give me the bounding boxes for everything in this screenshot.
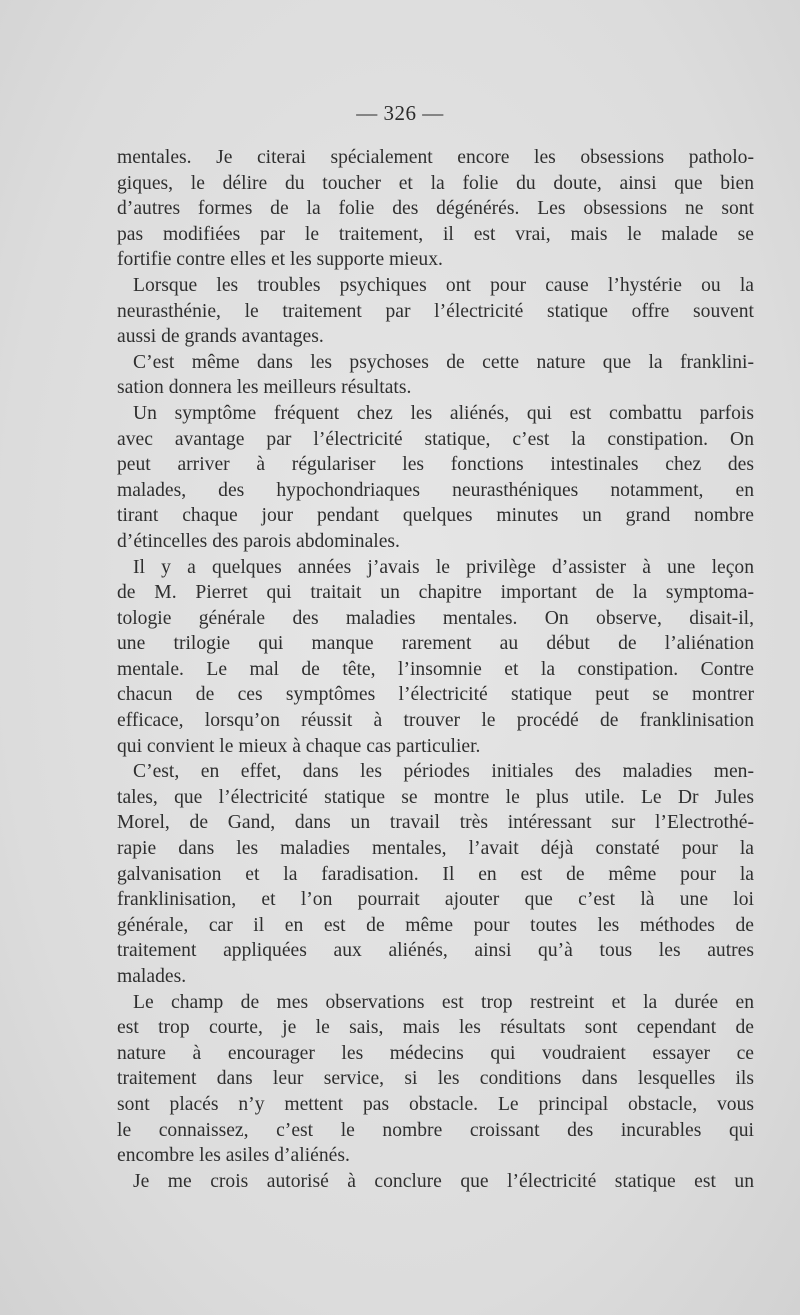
- text-line: d’étincelles des parois abdominales.: [117, 530, 400, 552]
- text-line: malades, des hypochondriaques neurasthéniques notamment, en: [117, 479, 754, 501]
- text-line: rapie dans les maladies mentales, l’avait déjà constaté pour la: [117, 838, 754, 860]
- text-line: Je me crois autorisé à conclure que l’électricité statique est un: [133, 1170, 754, 1192]
- text-line: d’autres formes de la folie des dégénérés. Les obsessions ne sont: [117, 198, 754, 220]
- text-line: est trop courte, je le sais, mais les résultats sont cependant de: [117, 1017, 754, 1039]
- text-line: C’est, en effet, dans les périodes initiales des maladies men-: [133, 761, 754, 783]
- text-line: tologie générale des maladies mentales. On observe, disait-il,: [117, 607, 754, 629]
- text-line: traitement dans leur service, si les conditions dans lesquelles ils: [117, 1068, 754, 1090]
- text-line: nature à encourager les médecins qui voudraient essayer ce: [117, 1042, 754, 1064]
- text-line: franklinisation, et l’on pourrait ajouter que c’est là une loi: [117, 889, 754, 911]
- text-line: le connaissez, c’est le nombre croissant des incurables qui: [117, 1119, 754, 1141]
- text-line: générale, car il en est de même pour toutes les méthodes de: [117, 914, 754, 936]
- text-line: giques, le délire du toucher et la folie du doute, ainsi que bien: [117, 172, 754, 194]
- text-line: traitement appliquées aux aliénés, ainsi qu’à tous les autres: [117, 940, 754, 962]
- text-line: sont placés n’y mettent pas obstacle. Le principal obstacle, vous: [117, 1093, 754, 1115]
- text-line: Lorsque les troubles psychiques ont pour cause l’hystérie ou la: [133, 274, 754, 296]
- text-line: de M. Pierret qui traitait un chapitre important de la symptoma-: [117, 582, 754, 604]
- text-line: Le champ de mes observations est trop restreint et la durée en: [133, 991, 754, 1013]
- page-number: — 326 —: [356, 101, 444, 125]
- text-line: chacun de ces symptômes l’électricité statique peut se montrer: [117, 684, 754, 706]
- text-line: C’est même dans les psychoses de cette nature que la franklini-: [133, 351, 754, 373]
- text-line: peut arriver à régulariser les fonctions intestinales chez des: [117, 454, 754, 476]
- text-line: mentales. Je citerai spécialement encore les obsessions patholo-: [117, 147, 754, 168]
- text-line: tales, que l’électricité statique se montre le plus utile. Le Dr Jules: [117, 786, 754, 808]
- text-line: neurasthénie, le traitement par l’électricité statique offre souvent: [117, 300, 754, 322]
- text-line: Il y a quelques années j’avais le privilège d’assister à une leçon: [133, 556, 754, 578]
- text-line: une trilogie qui manque rarement au début de l’aliénation: [117, 633, 754, 655]
- text-line: galvanisation et la faradisation. Il en est de même pour la: [117, 863, 754, 885]
- text-line: Morel, de Gand, dans un travail très intéressant sur l’Electrothé-: [117, 812, 754, 834]
- text-line: tirant chaque jour pendant quelques minutes un grand nombre: [117, 505, 754, 527]
- text-line: malades.: [117, 966, 187, 987]
- text-line: sation donnera les meilleurs résultats.: [117, 377, 412, 399]
- text-line: efficace, lorsqu’on réussit à trouver le procédé de franklinisation: [117, 710, 754, 732]
- text-line: mentale. Le mal de tête, l’insomnie et la constipation. Contre: [117, 658, 754, 680]
- text-line: pas modifiées par le traitement, il est vrai, mais le malade se: [117, 223, 754, 245]
- text-line: aussi de grands avantages.: [117, 326, 324, 348]
- text-line: Un symptôme fréquent chez les aliénés, qui est combattu parfois: [133, 402, 754, 424]
- text-line: avec avantage par l’électricité statique, c’est la constipation. On: [117, 428, 754, 450]
- body-text: [117, 145, 754, 1194]
- text-line: qui convient le mieux à chaque cas particulier.: [117, 735, 481, 757]
- text-line: fortifie contre elles et les supporte mieux.: [117, 249, 443, 271]
- text-line: encombre les asiles d’aliénés.: [117, 1145, 350, 1167]
